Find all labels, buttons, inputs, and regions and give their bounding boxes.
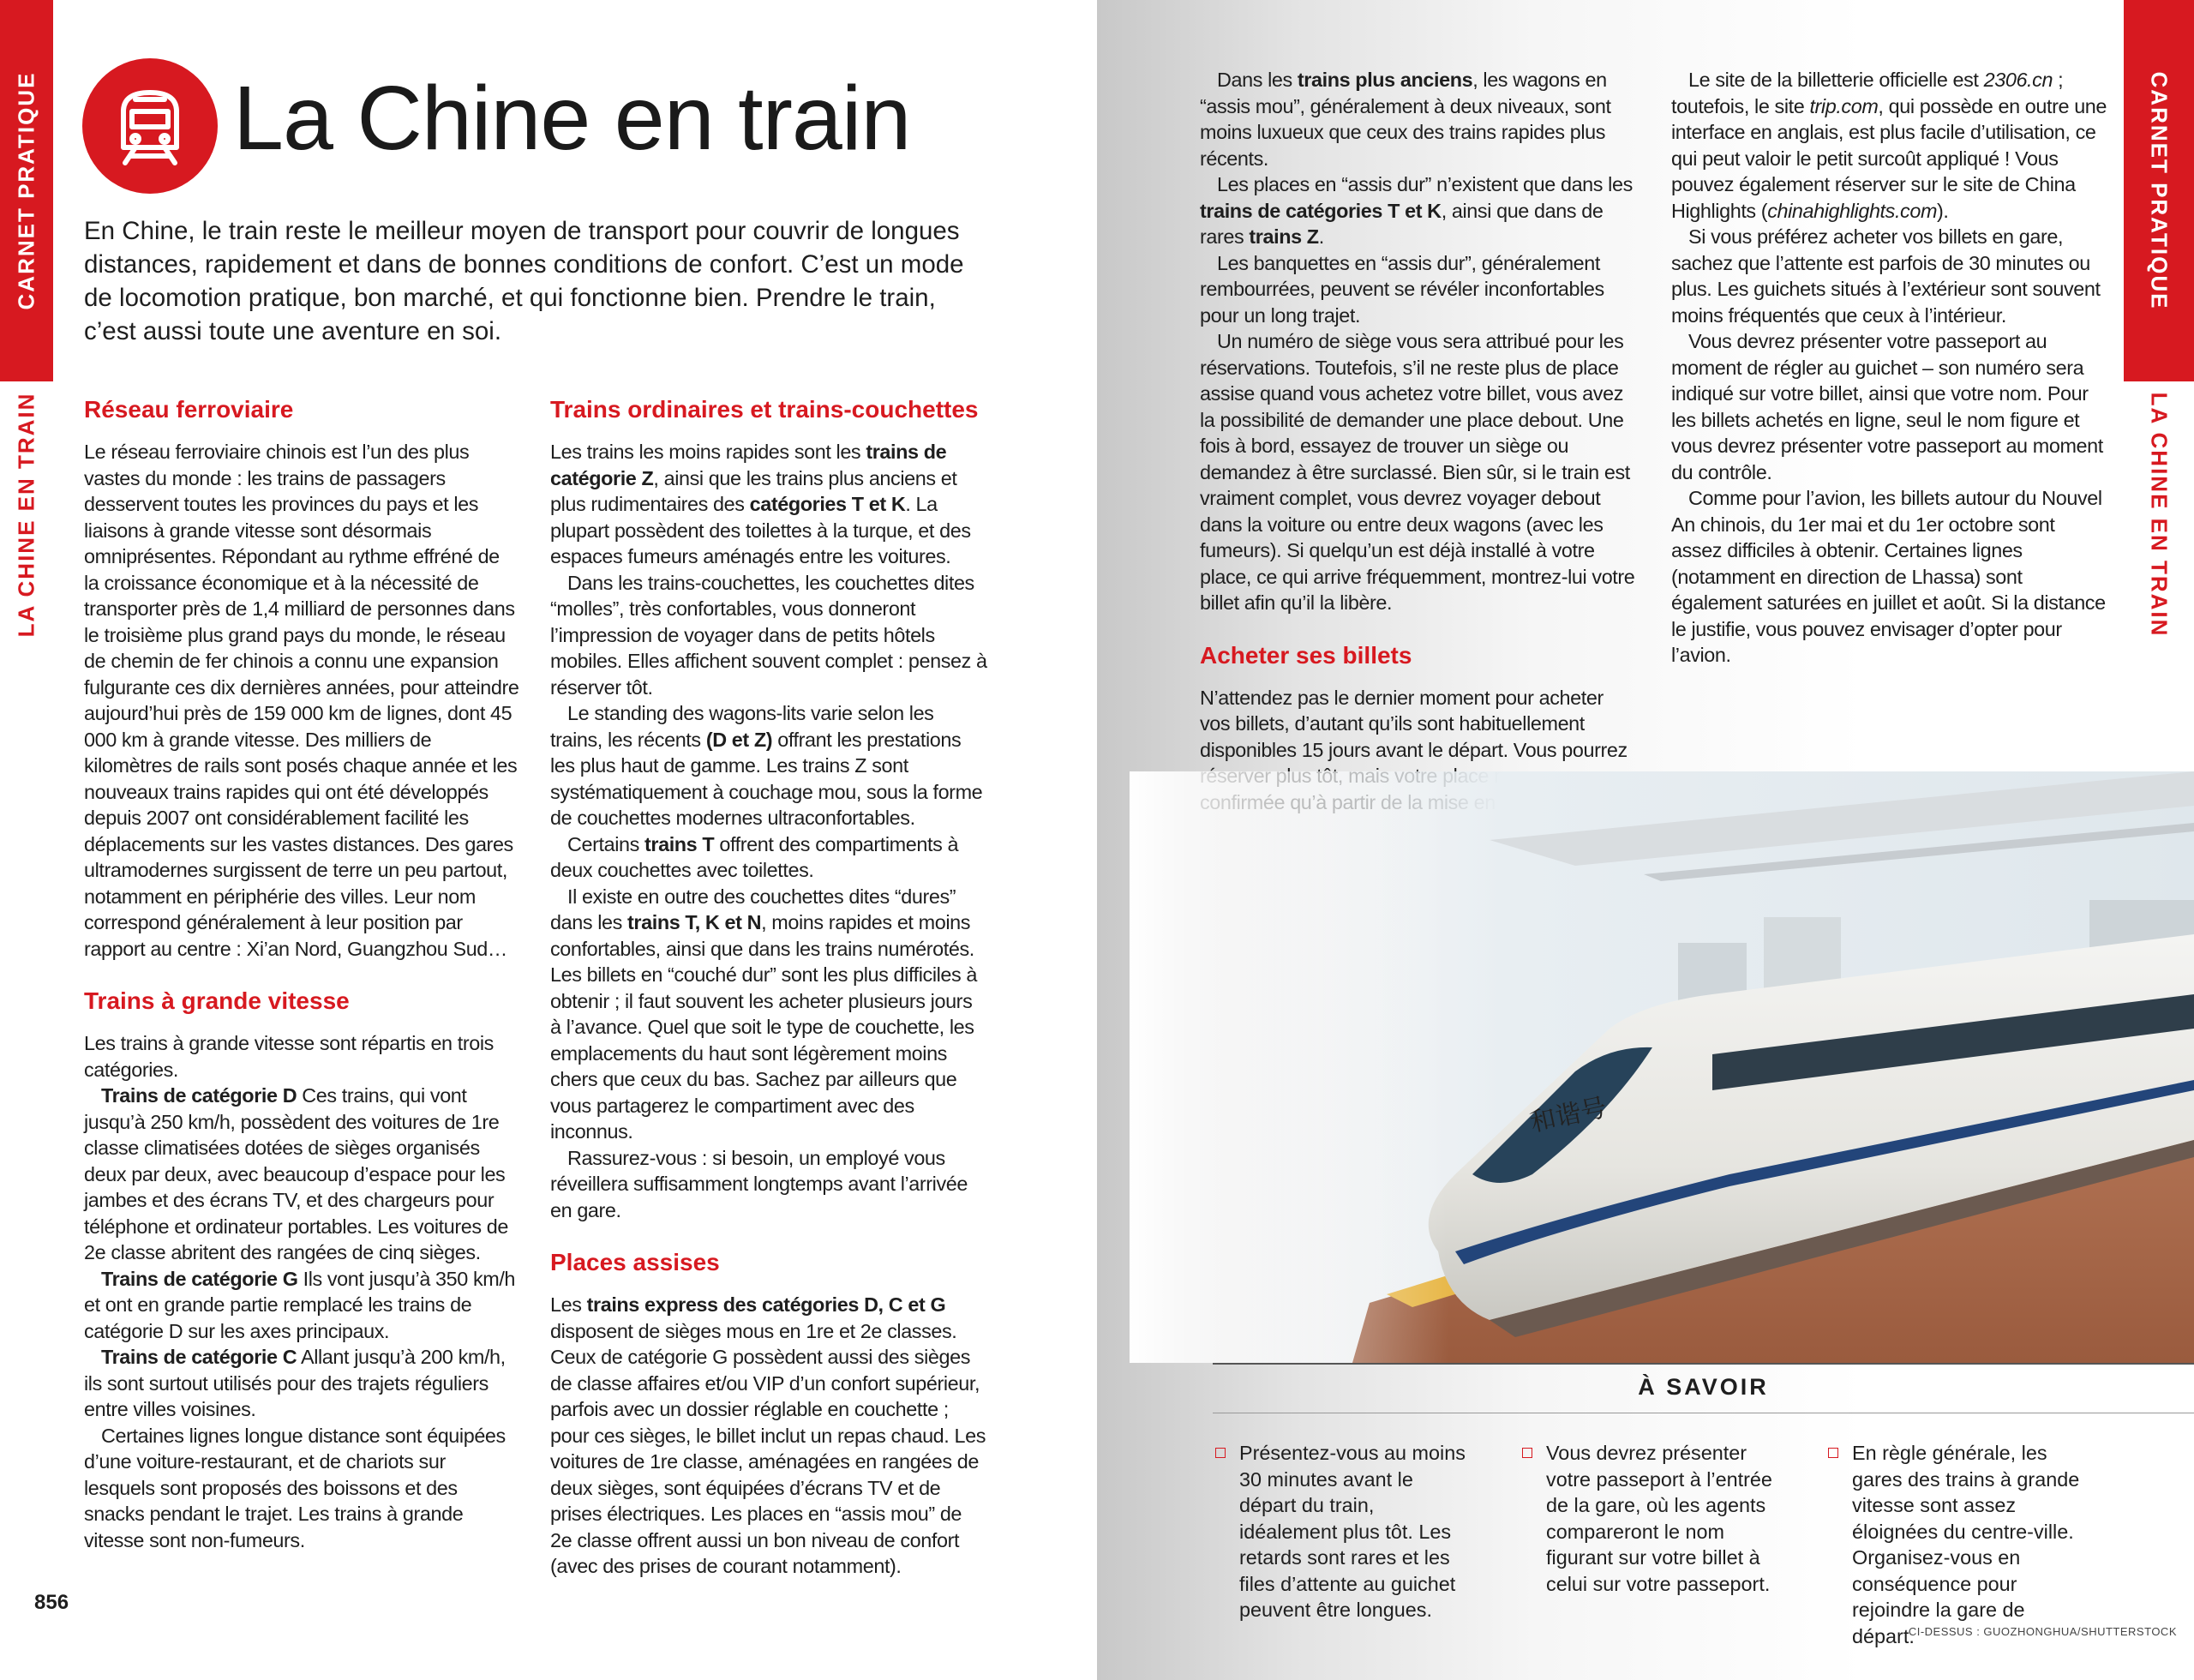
photo-credit: CI-DESSUS : GUOZHONGHUA/SHUTTERSTOCK [1908, 1625, 2177, 1638]
section-ordinaires [550, 394, 987, 1223]
body-text: , qui possède en outre une interface en anglais, est plus facile d’utilisation, ce qui peut valoir le petit surcoût appliqué ! Vous pouvez également réserver sur le site de China Highlights ( [1671, 94, 2107, 222]
section-heading: Trains ordinaires et trains-couchettes [550, 396, 979, 423]
page-number: 856 [34, 1591, 69, 1614]
body-text: . [1318, 225, 1324, 248]
section-grande-vitesse [84, 986, 519, 1553]
body-paragraph [84, 1083, 519, 1266]
body-text: , moins rapides et moins confortables, ainsi que dans les trains numérotés. Les billets en “couché dur” sont les plus difficiles à obtenir ; il faut souvent les acheter plusieurs jours à l’avance. Quel que soit le type de couchette, les emplacements du haut sont légèrement moins chers que ceux du bas. Sachez par ailleurs que vous partagerez le compartiment avec des inconnus. [550, 911, 978, 1143]
link-text: 2306.cn [1983, 69, 2053, 91]
body-paragraph [550, 831, 987, 884]
bold-term: catégories T et K [749, 493, 906, 515]
body-paragraph: Si vous préférez acheter vos billets en gare, sachez que l’attente est parfois de 30 minutes ou plus. Les guichets situés à l’extérieur sont souvent moins fréquentés que ceux à l’intérieur. [1671, 225, 2101, 327]
body-paragraph: Rassurez-vous : si besoin, un employé vous réveillera suffisamment longtemps avant l’arrivée en gare. [550, 1146, 968, 1221]
bold-term: (D et Z) [705, 728, 773, 751]
bold-term: trains express des catégories D, C et G [586, 1293, 946, 1316]
column-1 [84, 394, 519, 1577]
body-text: , ainsi que les trains plus anciens et plus rudimentaires des [550, 466, 957, 515]
body-paragraph: Les trains à grande vitesse sont répartis en trois catégories. [84, 1032, 494, 1081]
body-text: Les [550, 1293, 587, 1316]
square-bullet-icon [1828, 1448, 1838, 1458]
body-text: ). [1937, 199, 1949, 222]
body-text: . La plupart possèdent des toilettes à la turque, et des espaces fumeurs aménagés entre les voitures. [550, 493, 971, 567]
body-paragraph: Le réseau ferroviaire chinois est l’un des plus vastes du monde : les trains de passagers desservent toutes les provinces du pays et les liaisons à grande vitesse sont désormais omniprésentes. Répondant au rythme effréné de la croissance économique et à la nécessité de transporter près de 1,4 milliard de personnes dans le troisième plus grand pays du monde, le réseau de chemin de fer chinois a connu une expansion fulgurante ces dix dernières années, pour atteindre aujourd’hui près de 159 000 km de lignes, dont 45 000 km à grande vitesse. Des milliers de kilomètres de rails sont posés chaque année et les nouveaux trains rapides qui ont été développés depuis 2007 ont considérablement facilité les déplacements sur les vastes distances. Des gares ultramodernes surgissent de terre un peu partout, notamment en périphérie des villes. Leur nom correspond généralement à leur position par rapport au centre : Xi’an Nord, Guangzhou Sud… [84, 441, 519, 960]
section-tab-label: CARNET PRATIQUE [2146, 71, 2173, 310]
bold-term: trains plus anciens [1297, 69, 1473, 91]
bold-term: trains T [644, 832, 715, 855]
box-title: À SAVOIR [1638, 1374, 1769, 1400]
body-text: disposent de sièges mous en 1re et 2e classes. Ceux de catégorie G possèdent aussi des sièges de classe affaires et/ou VIP d’un confort supérieur, parfois avec un dossier réglable en couchette ; pour ces sièges, le billet inclut un repas chaud. Les voitures de 1re classe, aménagées en rangées de deux sièges, sont équipées d’écrans TV et de prises électriques. Les places en “assis mou” de 2e classe offrent aussi un bon niveau de confort (avec des prises de courant notamment). [550, 1319, 986, 1577]
link-text: chinahighlights.com [1767, 199, 1938, 222]
section-places [550, 1247, 987, 1580]
bold-term: Trains de catégorie C [101, 1346, 297, 1368]
body-paragraph: Un numéro de siège vous sera attribué pour les réservations. Toutefois, s’il ne reste plus de place assise quand vous achetez votre billet, vous avez la possibilité de demander une place debout. Une fois à bord, essayez de trouver un siège ou demandez à être surclassé. Bien sûr, si le train est vraiment complet, vous devrez voyager debout dans la voiture ou entre deux wagons (avec les fumeurs). Si quelqu’un est déjà installé à votre place, ce qui arrive fréquemment, montrez-lui votre billet afin qu’il la libère. [1200, 330, 1635, 614]
chapter-tab-left [0, 390, 53, 639]
bold-term: trains T, K et N [627, 911, 762, 933]
body-paragraph [84, 1344, 519, 1423]
column-3 [1200, 67, 1637, 839]
square-bullet-icon [1215, 1448, 1226, 1458]
body-text: Certains [567, 832, 644, 855]
body-paragraph: N’attendez pas le dernier moment pour acheter vos billets, d’autant qu’ils sont habituellement disponibles 15 jours avant le départ. Vous pourrez [1200, 686, 1628, 761]
body-text: ; toutefois, le site [1671, 69, 2064, 117]
body-text: Le site de la billetterie officielle est [1688, 69, 1984, 91]
section-tab-label: CARNET PRATIQUE [13, 71, 39, 310]
body-text: Ils vont jusqu’à 350 km/h et ont en grande partie remplacé les trains de catégorie D sur les axes principaux. [84, 1267, 516, 1342]
chapter-tab-label: LA CHINE EN TRAIN [2146, 392, 2173, 637]
bold-term: Trains de catégorie G [101, 1267, 298, 1290]
body-paragraph [84, 1266, 519, 1345]
chapter-tab-right [2124, 390, 2194, 639]
body-paragraph: Dans les trains-couchettes, les couchettes dites “molles”, très confortables, vous donneront l’impression de voyager dans de petits hôtels mobiles. Elles affichent souvent complet : pensez à réserver tôt. [550, 571, 987, 699]
square-bullet-icon [1522, 1448, 1532, 1458]
column-2 [550, 394, 987, 1604]
tip-text: Présentez-vous au moins 30 minutes avant le départ du train, idéalement plus tôt. Les retards sont rares et les files d’attente au guichet peuvent être longues. [1239, 1442, 1466, 1621]
body-paragraph: Vous devrez présenter votre passeport au moment de régler au guichet – son numéro sera indiqué sur votre billet, ainsi que votre nom. Pour les billets achetés en ligne, seul le nom figure et vous devrez présenter votre passeport au moment du contrôle. [1671, 330, 2103, 483]
tip-text: En règle générale, les gares des trains à grande vitesse sont assez éloignées du centre-ville. Organisez-vous en conséquence pour rejoindre la gare de départ. [1852, 1442, 2080, 1647]
body-paragraph [550, 700, 987, 831]
body-text: Ces trains, qui vont jusqu’à 250 km/h, possèdent des voitures de 1re classe climatisées dotées de sièges organisés deux par deux, avec beaucoup d’espace pour les jambes et des écrans TV, et des chargeurs pour téléphone et ordinateur portables. Les voitures de 2e classe abritent des rangées de cinq sièges. [84, 1084, 508, 1263]
intro-paragraph: En Chine, le train reste le meilleur moyen de transport pour couvrir de longues distances, rapidement et dans de bonnes conditions de confort. C’est un mode de locomotion pratique, bon marché, et qui fonctionne bien. Prendre le train, c’est aussi toute une aventure en soi. [84, 217, 964, 345]
body-text: , ainsi que dans de rares [1200, 199, 1604, 248]
chapter-tab-label: LA CHINE EN TRAIN [13, 392, 39, 637]
body-paragraph [1200, 171, 1637, 250]
page-title: La Chine en train [233, 68, 911, 169]
section-heading: Acheter ses billets [1200, 641, 1412, 669]
body-text: Dans les [1217, 69, 1298, 91]
body-text: Les places en “assis dur” n’existent que dans les [1217, 173, 1633, 195]
body-text: Le standing des wagons-lits varie selon les trains, les récents [550, 702, 934, 751]
tip-item [1828, 1440, 2085, 1649]
train-photo [1130, 771, 2194, 1363]
body-text: offrent des compartiments à deux couchettes avec toilettes. [550, 832, 959, 881]
body-text: , les wagons en “assis mou”, généralement à deux niveaux, sont moins luxueux que ceux des trains rapides plus récents. [1200, 69, 1611, 170]
body-text: offrant les prestations les plus haut de gamme. Les trains Z sont systématiquement à couchage mou, sous la forme de couchettes modernes ultraconfortables. [550, 728, 983, 829]
tip-item [1215, 1440, 1472, 1623]
body-paragraph: Certaines lignes longue distance sont équipées d’une voiture-restaurant, et de chariots sur lesquels sont proposés des boissons et des snacks pendant le trajet. Les trains à grande vitesse sont non-fumeurs. [84, 1424, 506, 1551]
bold-term: trains de catégorie Z [550, 441, 947, 489]
bold-term: trains Z [1249, 225, 1319, 248]
section-heading: Réseau ferroviaire [84, 396, 294, 423]
train-front-icon [82, 58, 218, 194]
body-text: Allant jusqu’à 200 km/h, ils sont surtout utilisés pour des trajets réguliers entre villes voisines. [84, 1346, 506, 1420]
body-text: Les trains les moins rapides sont les [550, 441, 866, 463]
section-heading: Trains à grande vitesse [84, 987, 350, 1014]
tip-item [1522, 1440, 1779, 1597]
tip-text: Vous devrez présenter votre passeport à l’entrée de la gare, où les agents compareront le nom figurant sur votre billet à celui sur votre passeport. [1546, 1442, 1772, 1595]
box-top-rule [1213, 1363, 2194, 1365]
link-text: trip.com [1809, 94, 1879, 117]
body-paragraph [550, 1292, 987, 1580]
section-places-cont [1200, 67, 1637, 616]
section-tab-right [2124, 0, 2194, 381]
bold-term: Trains de catégorie D [101, 1084, 297, 1107]
body-text: Il existe en outre des couchettes dites “dures” dans les [550, 885, 956, 933]
column-4 [1671, 67, 2108, 669]
section-tab-left [0, 0, 53, 381]
body-paragraph: Les banquettes en “assis dur”, généralement rembourrées, peuvent se révéler inconfortables pour un long trajet. [1200, 251, 1604, 327]
bold-term: trains de catégories T et K [1200, 199, 1442, 222]
body-paragraph: Comme pour l’avion, les billets autour du Nouvel An chinois, du 1er mai et du 1er octobre sont assez difficiles à obtenir. Certaines lignes (notamment en direction de Lhassa) sont également saturées en juillet et août. Si la distance le justifie, vous pouvez envisager d’opter pour l’avion. [1671, 487, 2106, 666]
body-paragraph [1200, 67, 1637, 171]
section-reseau [84, 394, 519, 962]
body-paragraph [1671, 67, 2108, 224]
body-paragraph [550, 884, 987, 1145]
body-paragraph [550, 439, 987, 570]
section-heading: Places assises [550, 1249, 720, 1275]
